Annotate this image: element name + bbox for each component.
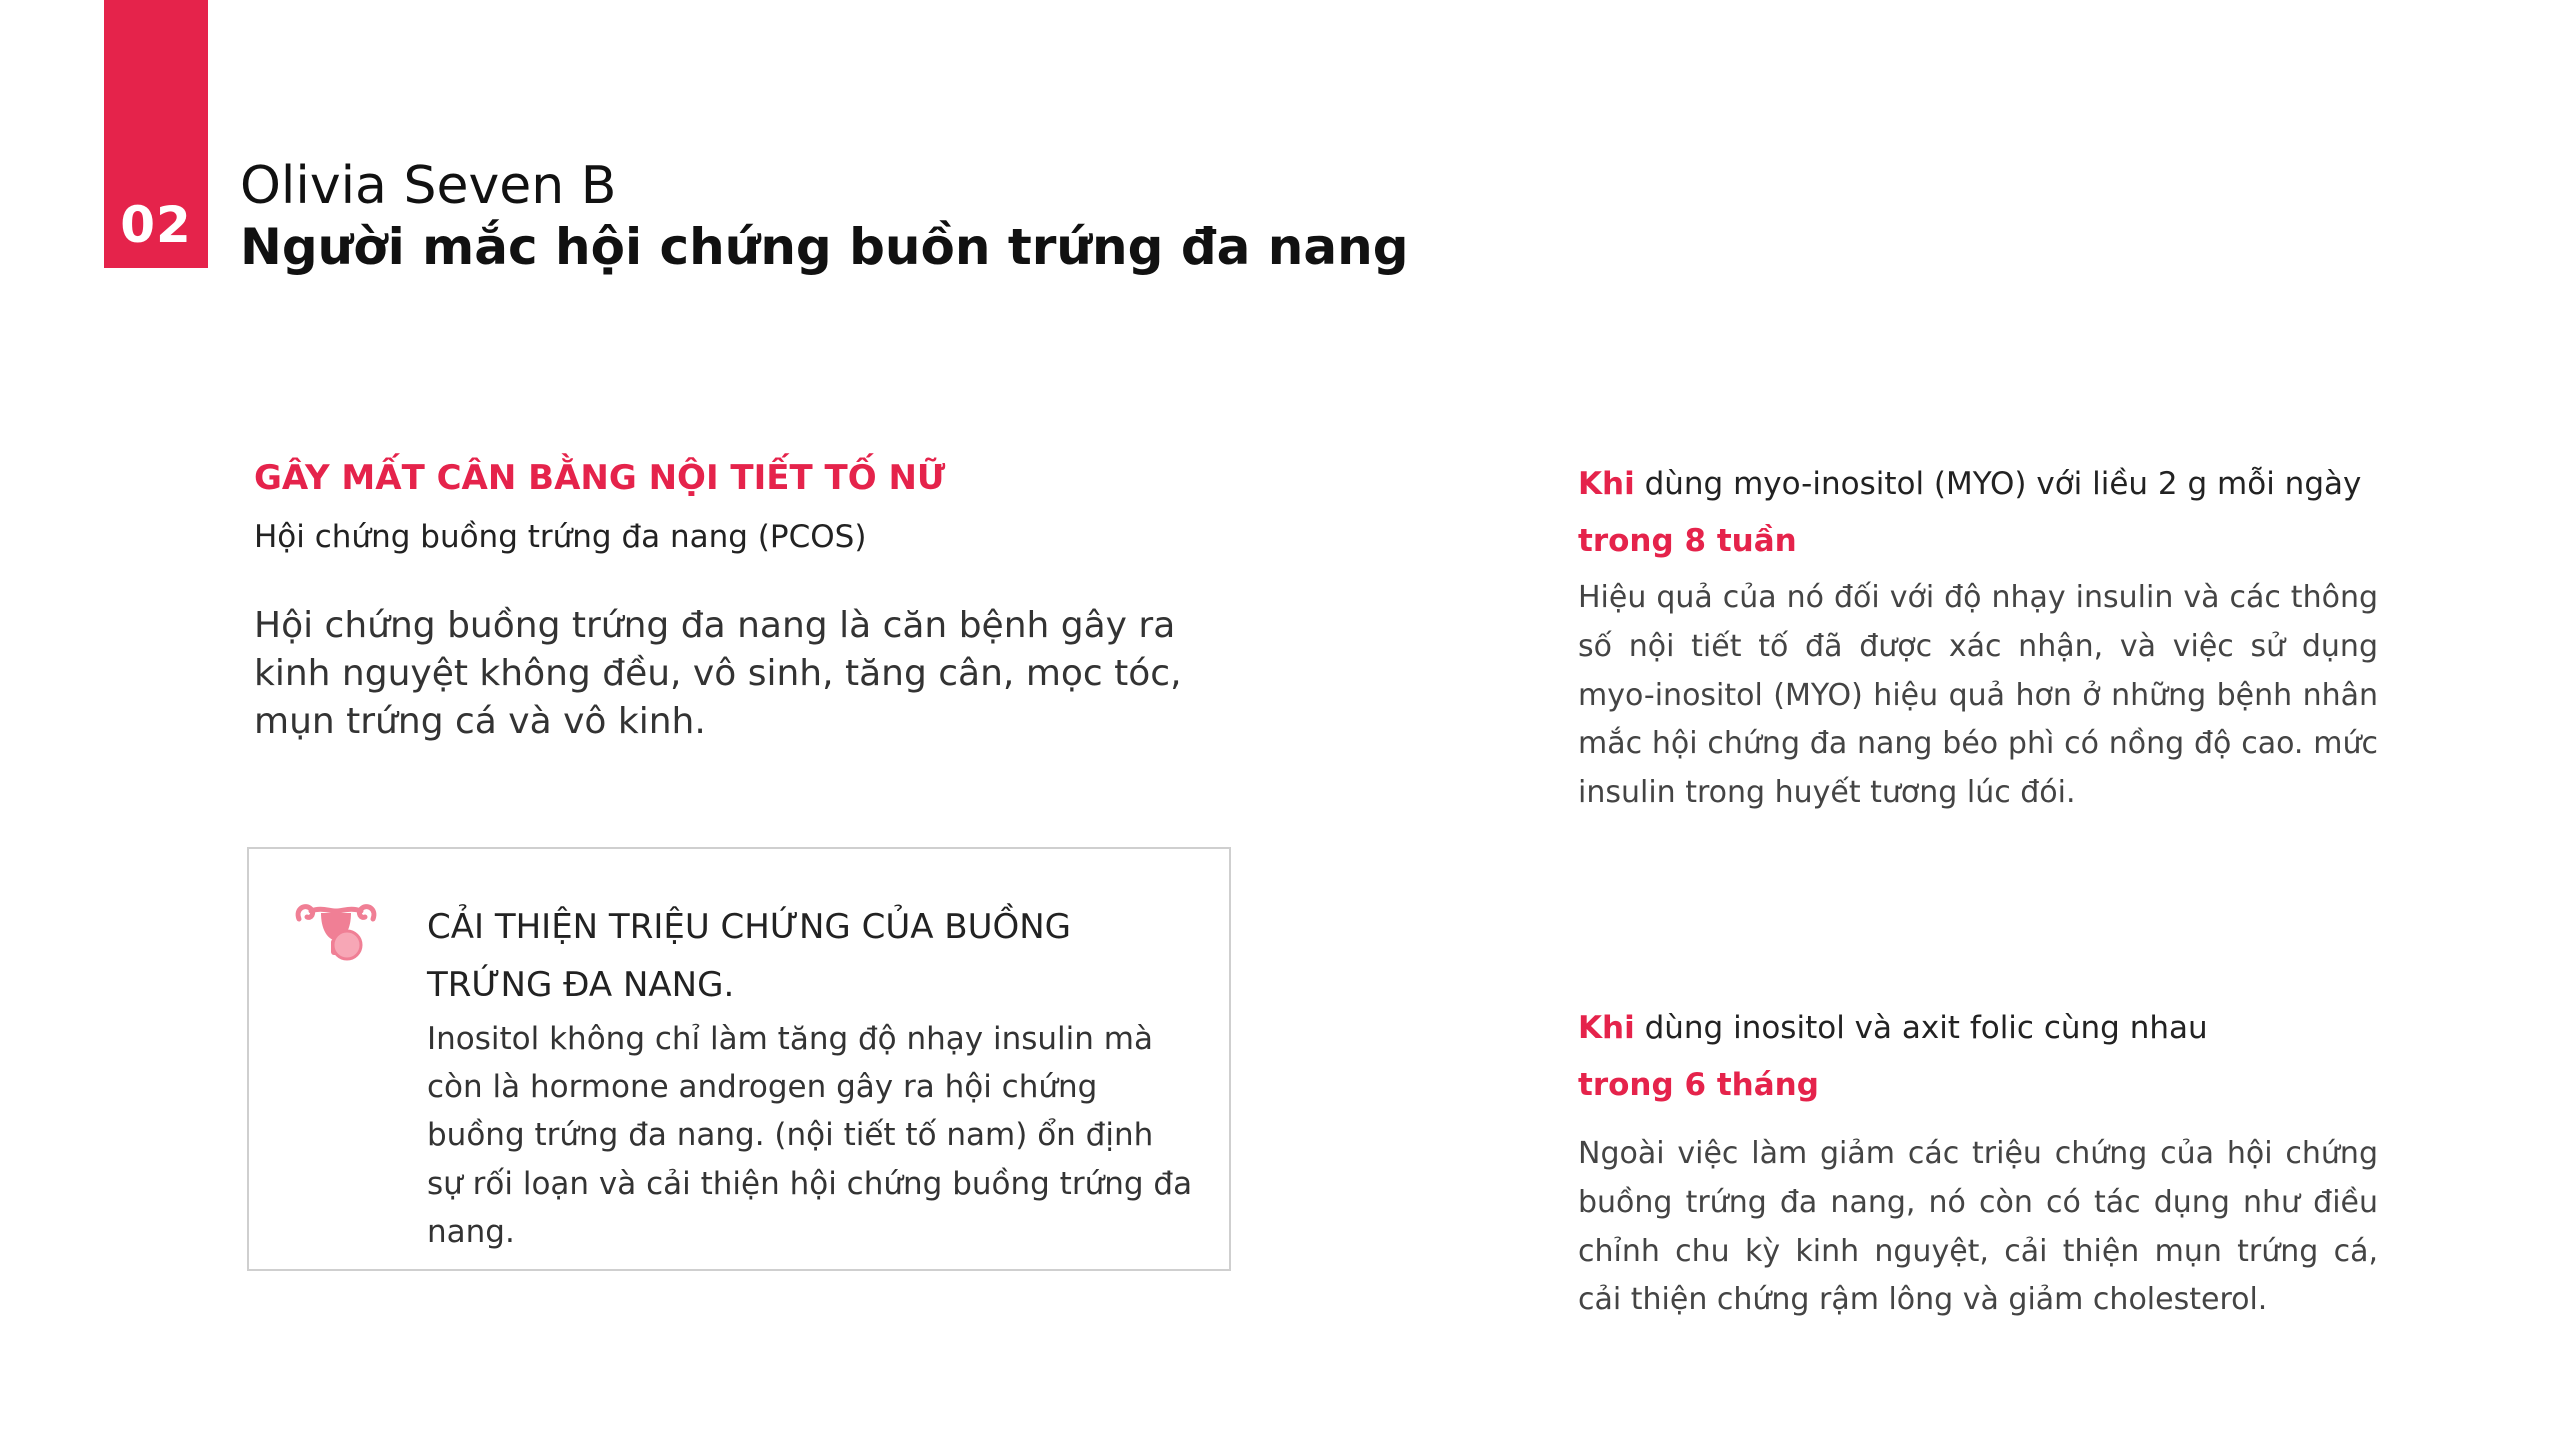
dosage-duration: trong 8 tuần [1578, 523, 1797, 560]
dosage-condition [1578, 466, 2378, 503]
dosage-condition [1578, 1010, 2378, 1047]
info-box-title: CẢI THIỆN TRIỆU CHỨNG CỦA BUỒNG TRỨNG ĐA NANG. [427, 907, 1072, 1005]
info-box-body: Inositol không chỉ làm tăng độ nhạy insulin mà còn là hormone androgen gây ra hội chứng buồng trứng đa nang. (nội tiết tố nam) ổn định sự rối loạn và cải thiện hội chứng buồng trứng đa nang. [427, 1020, 1193, 1251]
section-tab [104, 0, 208, 268]
dosage-duration: trong 6 tháng [1578, 1067, 1819, 1104]
info-box-text [427, 899, 1197, 1256]
dosage-block-folic [1578, 1010, 2378, 1325]
brand-name: Olivia Seven B [240, 156, 617, 216]
left-column [254, 458, 1234, 747]
section-kicker: GÂY MẤT CÂN BẰNG NỘI TIẾT TỐ NỮ [254, 458, 946, 498]
section-subkicker: Hội chứng buồng trứng đa nang (PCOS) [254, 518, 867, 555]
condition-text: dùng myo-inositol (MYO) với liều 2 g mỗi ngày [1634, 466, 2362, 502]
condition-keyword: Khi [1578, 466, 1635, 502]
condition-keyword: Khi [1578, 1010, 1635, 1046]
lead-paragraph: Hội chứng buồng trứng đa nang là căn bệnh gây ra kinh nguyệt không đều, vô sinh, tăng cân, mọc tóc, mụn trứng cá và vô kinh. [254, 604, 1182, 743]
dosage-description: Ngoài việc làm giảm các triệu chứng của hội chứng buồng trứng đa nang, nó còn có tác dụng như điều chỉnh chu kỳ kinh nguyệt, cải thiện mụn trứng cá, cải thiện chứng rậm lông và giảm cholesterol. [1578, 1136, 2378, 1318]
dosage-block-myo [1578, 466, 2378, 817]
info-box [247, 847, 1231, 1271]
section-number: 02 [120, 196, 192, 254]
uterus-icon [291, 897, 381, 967]
dosage-description: Hiệu quả của nó đối với độ nhạy insulin và các thông số nội tiết tố đã được xác nhận, và việc sử dụng myo-inositol (MYO) hiệu quả hơn ở những bệnh nhân mắc hội chứng đa nang béo phì có nồng độ cao. mức insulin trong huyết tương lúc đói. [1578, 580, 2378, 810]
page-title: Người mắc hội chứng buồn trứng đa nang [240, 218, 1409, 276]
condition-text: dùng inositol và axit folic cùng nhau [1634, 1010, 2208, 1046]
